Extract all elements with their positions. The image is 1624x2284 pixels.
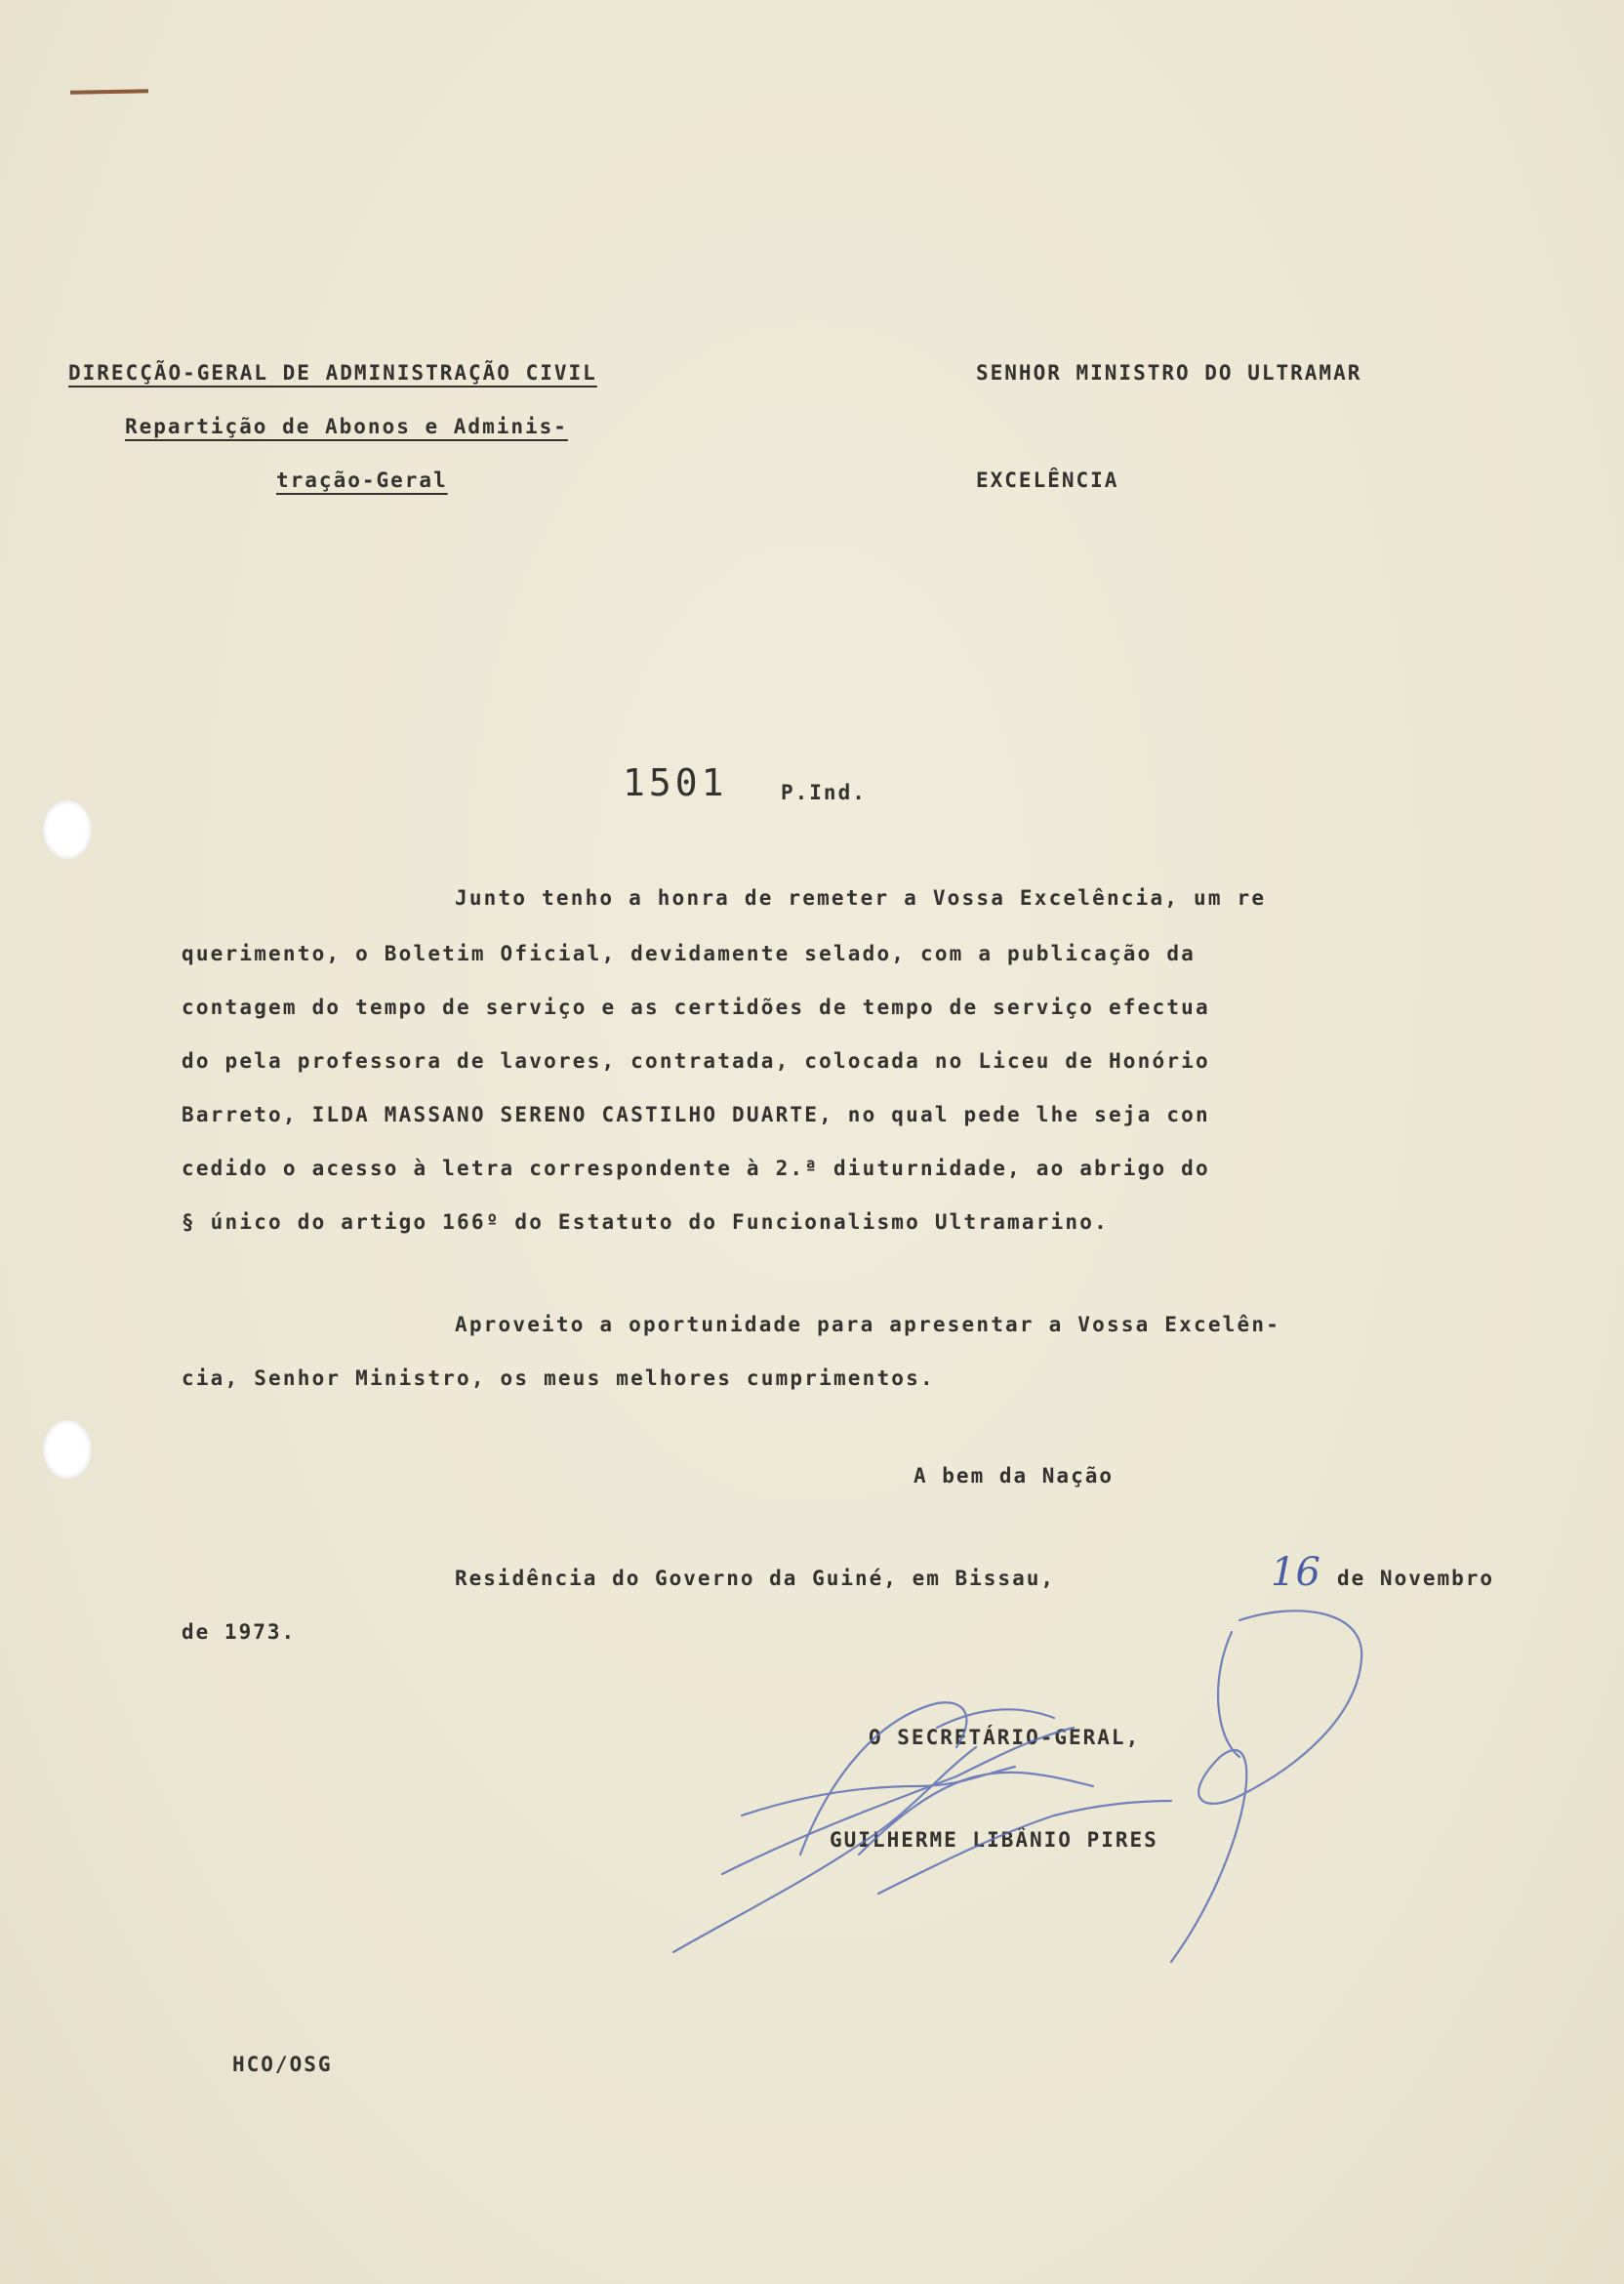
header-department-line2: tração-Geral (276, 469, 448, 492)
binder-hole-bottom (43, 1420, 92, 1479)
paragraph-1-line-4: do pela professora de lavores, contratada, colocada no Liceu de Honório (182, 1049, 1210, 1073)
addressee: SENHOR MINISTRO DO ULTRAMAR (976, 361, 1362, 385)
paragraph-1-line-3: contagem do tempo de serviço e as certidões de tempo de serviço efectua (182, 996, 1210, 1019)
handwritten-day: 16 (1271, 1550, 1320, 1595)
header-directorate: DIRECÇÃO-GERAL DE ADMINISTRAÇÃO CIVIL (68, 361, 597, 385)
reference-initials: HCO/OSG (232, 2053, 333, 2076)
reference-number: 1501 (623, 761, 728, 804)
paragraph-1-line-1: Junto tenho a honra de remeter a Vossa Excelência, um re (455, 886, 1267, 910)
date-month: de Novembro (1337, 1567, 1495, 1590)
closing-formula: A bem da Nação (914, 1464, 1115, 1488)
paragraph-1-line-6: cedido o acesso à letra correspondente à 2.ª diuturnidade, ao abrigo do (182, 1157, 1210, 1180)
place-date-text: Residência do Governo da Guiné, em Bissau, (455, 1567, 1056, 1590)
signatory-name: GUILHERME LIBÂNIO PIRES (830, 1828, 1158, 1852)
paragraph-1-line-5: Barreto, ILDA MASSANO SERENO CASTILHO DUARTE, no qual pede lhe seja con (182, 1103, 1210, 1126)
header-department-line1: Repartição de Abonos e Adminis- (125, 415, 568, 438)
salutation: EXCELÊNCIA (976, 469, 1119, 492)
paragraph-1-line-7: § único do artigo 166º do Estatuto do Funcionalismo Ultramarino. (182, 1210, 1109, 1234)
date-year: de 1973. (182, 1620, 297, 1644)
paragraph-2-line-2: cia, Senhor Ministro, os meus melhores cumprimentos. (182, 1366, 935, 1390)
reference-code: P.Ind. (781, 781, 867, 804)
paragraph-2-line-1: Aproveito a oportunidade para apresentar a Vossa Excelên- (455, 1313, 1281, 1336)
paragraph-1-line-2: querimento, o Boletim Oficial, devidamente selado, com a publicação da (182, 942, 1197, 965)
signatory-title: O SECRETÁRIO-GERAL, (869, 1726, 1141, 1749)
binder-hole-top (43, 800, 92, 859)
